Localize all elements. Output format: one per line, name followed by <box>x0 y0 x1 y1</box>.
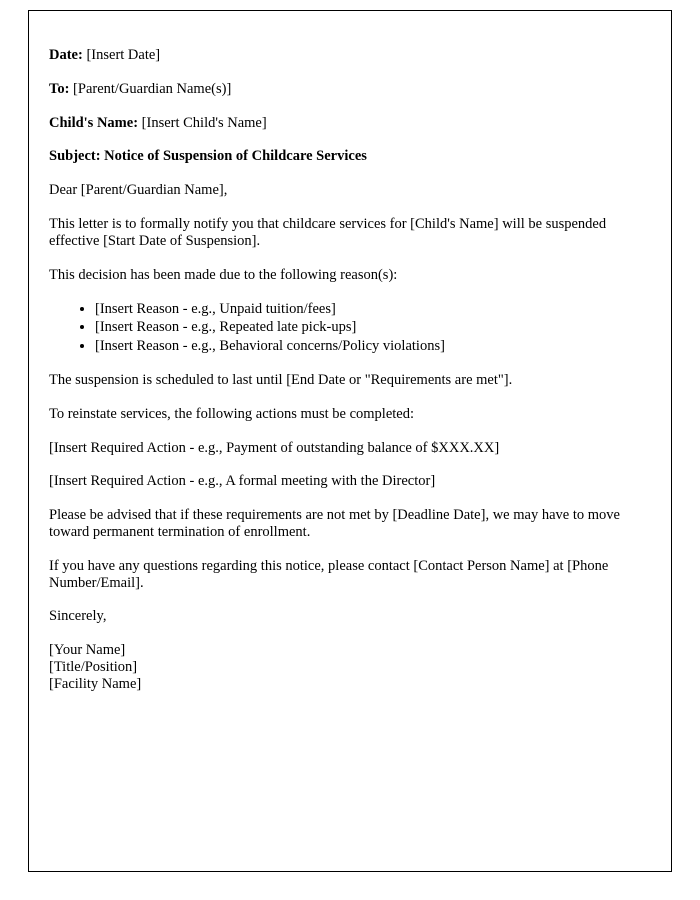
letter-document <box>28 10 672 872</box>
required-action-2: [Insert Required Action - e.g., A formal meeting with the Director] <box>49 473 436 490</box>
paragraph-contact: If you have any questions regarding this notice, please contact [Contact Person Name] at [Phone Number/Email]. <box>49 557 609 591</box>
to-value: [Parent/Guardian Name(s)] <box>69 80 232 97</box>
date-label: Date: <box>49 47 83 63</box>
paragraph-reinstate: To reinstate services, the following actions must be completed: <box>49 405 415 422</box>
signature-title: [Title/Position] <box>49 659 138 676</box>
reason-item: • [Insert Reason - e.g., Repeated late pick-ups] <box>95 319 651 336</box>
date-field <box>49 47 651 64</box>
closing: Sincerely, <box>49 608 107 625</box>
child-name-value: [Insert Child's Name] <box>138 114 267 131</box>
salutation: Dear [Parent/Guardian Name], <box>49 182 228 199</box>
paragraph-notification: This letter is to formally notify you that childcare services for [Child's Name] will be suspended effective [Start Date of Suspension]. <box>49 216 607 249</box>
date-value: [Insert Date] <box>82 47 161 63</box>
reason-list <box>49 301 651 355</box>
paragraph-duration: The suspension is scheduled to last until [End Date or "Requirements are met"]. <box>49 371 513 388</box>
paragraph-warning: Please be advised that if these requirements are not met by [Deadline Date], we may have to move toward permanent termination of enrollment. <box>49 507 620 540</box>
reason-item: • [Insert Reason - e.g., Behavioral concerns/Policy violations] <box>95 338 651 355</box>
subject-line: Subject: Notice of Suspension of Childcare Services <box>49 148 367 165</box>
signature-block <box>49 642 651 692</box>
to-field <box>49 81 651 98</box>
required-action-1: [Insert Required Action - e.g., Payment of outstanding balance of $XXX.XX] <box>49 439 500 456</box>
signature-facility: [Facility Name] <box>49 675 142 692</box>
to-label: To: <box>49 80 70 97</box>
child-name-label: Child's Name: <box>49 114 139 131</box>
reason-item: • [Insert Reason - e.g., Unpaid tuition/fees] <box>95 301 651 318</box>
child-name-field <box>49 115 651 132</box>
paragraph-decision: This decision has been made due to the following reason(s): <box>49 266 398 283</box>
signature-name: [Your Name] <box>49 642 126 659</box>
